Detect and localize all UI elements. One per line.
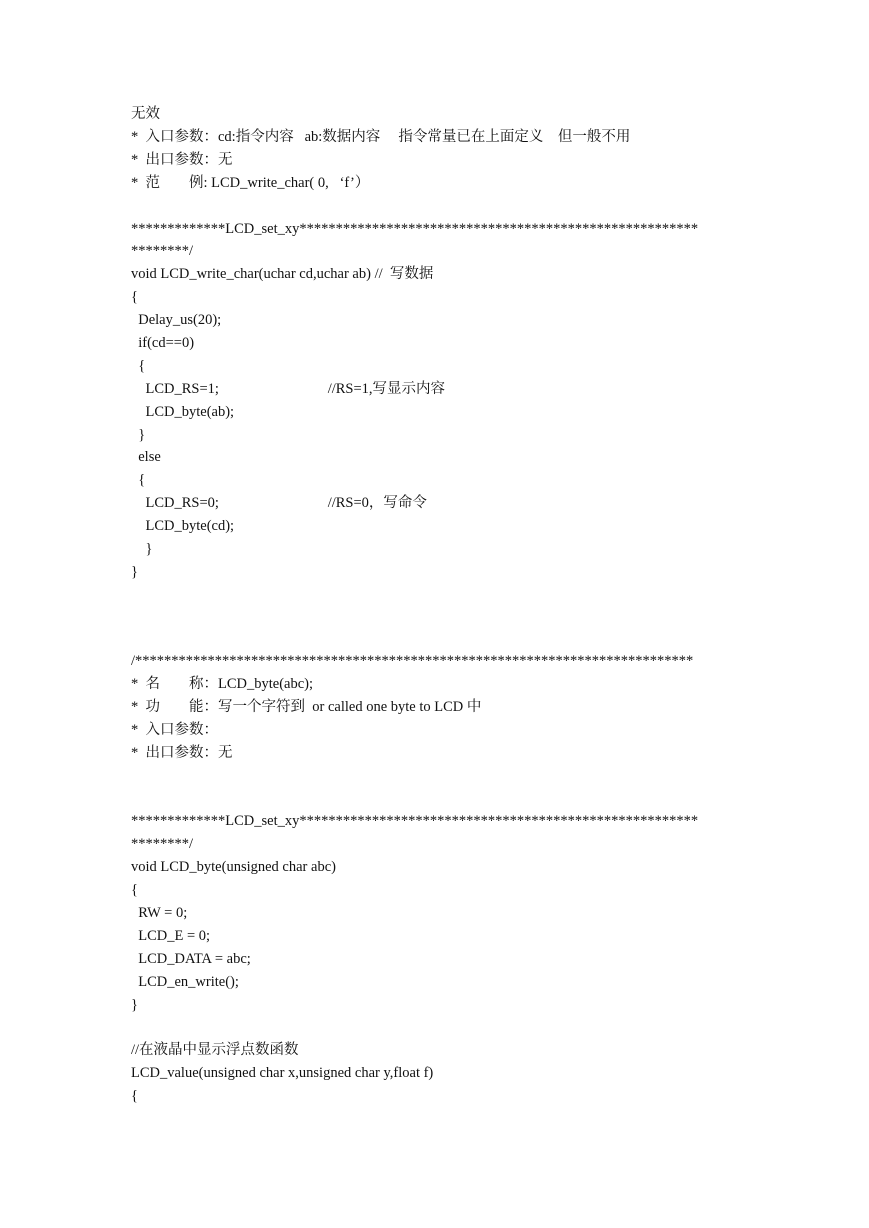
text-line: void LCD_byte(unsigned char abc) [131,859,336,875]
text-line: RW = 0; [131,905,188,921]
text-line: LCD_byte(ab); [131,404,235,420]
text-line: * 入口参数： [131,722,218,738]
text-line: //在液晶中显示浮点数函数 [131,1042,299,1058]
text-line: else [131,449,161,465]
text-line: LCD_E = 0; [131,928,211,944]
text-line: LCD_byte(cd); [131,518,235,534]
text-line: ********/ [131,243,194,259]
text-line: { [131,472,146,488]
text-line: void LCD_write_char(uchar cd,uchar ab) // 写数据 [131,266,434,282]
text-line: * 功 能：写一个字符到 or called one byte to LCD 中 [131,699,482,715]
text-line: * 名 称：LCD_byte(abc); [131,676,314,692]
text-line: { [131,882,138,898]
text-line: LCD_RS=1; //RS=1,写显示内容 [131,381,446,397]
text-line: Delay_us(20); [131,312,222,328]
text-line: * 入口参数：cd:指令内容 ab:数据内容 指令常量已在上面定义 但一般不用 [131,129,631,145]
text-line: } [131,427,146,443]
text-line: ********/ [131,836,194,852]
text-line: LCD_DATA = abc; [131,951,251,967]
text-line: { [131,358,146,374]
text-line: } [131,541,153,557]
text-line: * 范 例: LCD_write_char( 0, ‘f’） [131,175,370,191]
text-line: LCD_value(unsigned char x,unsigned char y,float f) [131,1065,434,1081]
text-line: if(cd==0) [131,335,195,351]
text-line: { [131,1088,138,1104]
text-line: LCD_en_write(); [131,974,239,990]
text-line: 无效 [131,106,160,122]
text-line: * 出口参数：无 [131,152,233,168]
text-line: *************LCD_set_xy******************************************************* [131,813,699,829]
text-line: } [131,564,138,580]
text-line: } [131,997,138,1013]
text-line: * 出口参数：无 [131,745,233,761]
text-line: /***************************************************************************** [131,653,694,669]
text-line: { [131,289,138,305]
text-line: *************LCD_set_xy******************************************************* [131,221,699,237]
text-line: LCD_RS=0; //RS=0，写命令 [131,495,427,511]
